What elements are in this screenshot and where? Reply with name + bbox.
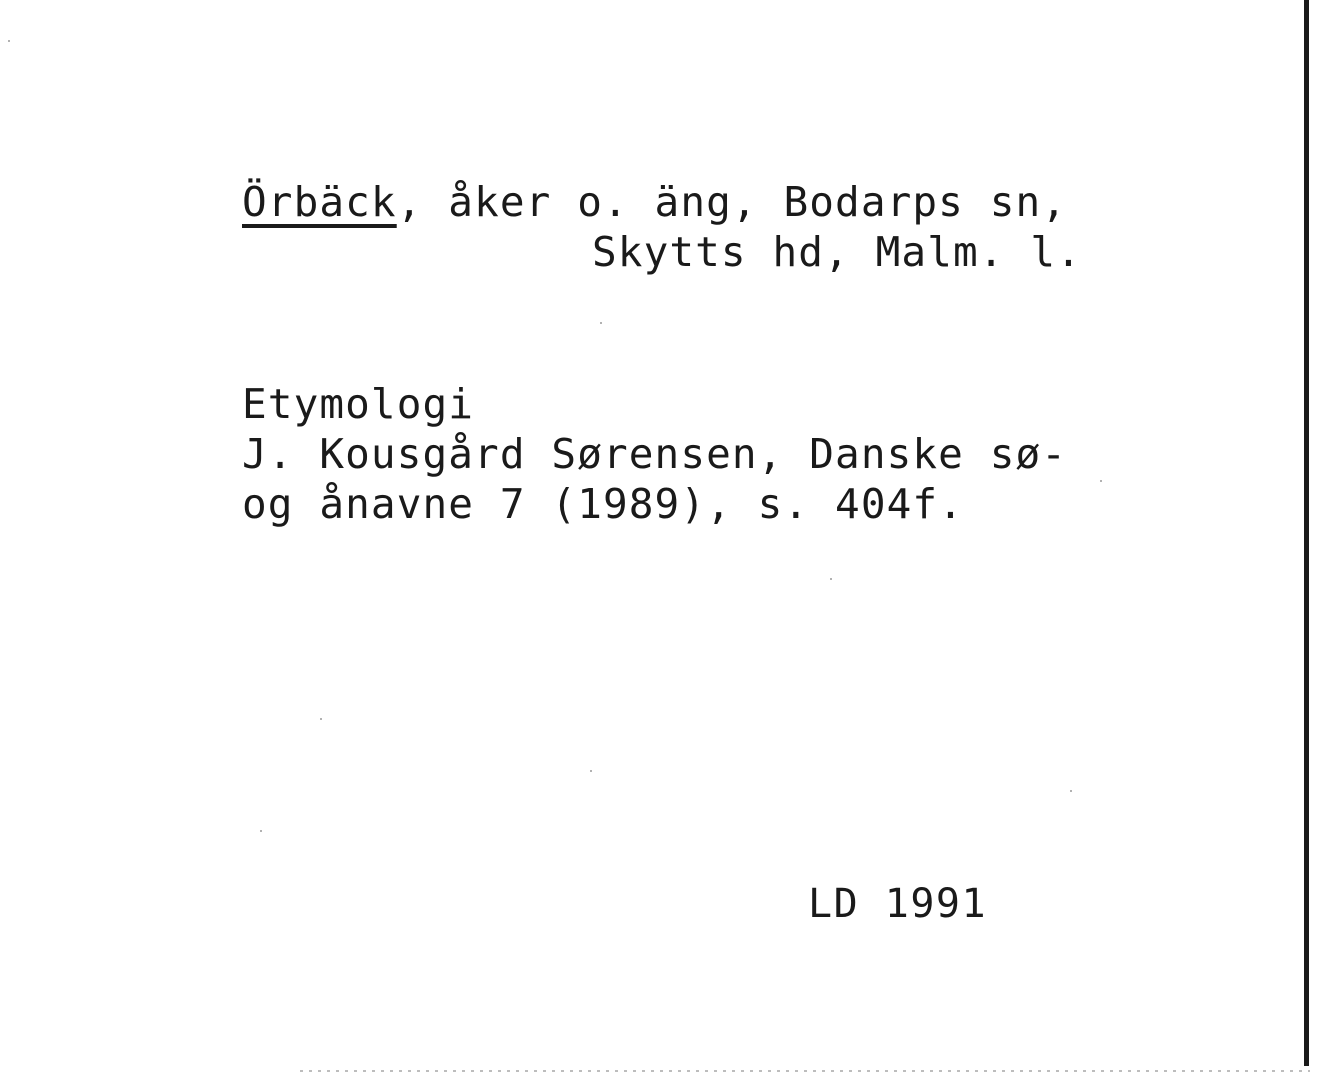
card-right-edge <box>1304 0 1309 1066</box>
signature: LD 1991 <box>808 881 988 927</box>
paper-speck <box>590 770 592 772</box>
etymology-reference-line-2: og ånavne 7 (1989), s. 404f. <box>242 480 964 528</box>
headword: Örbäck <box>242 178 397 226</box>
paper-speck <box>8 40 10 42</box>
card-bottom-edge <box>300 1070 1310 1072</box>
paper-speck <box>830 578 832 580</box>
paper-speck <box>260 830 262 832</box>
paper-speck <box>1070 790 1072 792</box>
entry-description: , åker o. äng, Bodarps sn, <box>396 178 1068 226</box>
entry-line-1 <box>242 178 1067 226</box>
entry-line-2: Skytts hd, Malm. l. <box>592 228 1082 276</box>
paper-speck <box>600 322 602 324</box>
etymology-reference-line-1: J. Kousgård Sørensen, Danske sø- <box>242 430 1068 478</box>
etymology-heading: Etymologi <box>242 380 475 428</box>
paper-speck <box>1100 480 1102 482</box>
paper-speck <box>320 718 322 720</box>
